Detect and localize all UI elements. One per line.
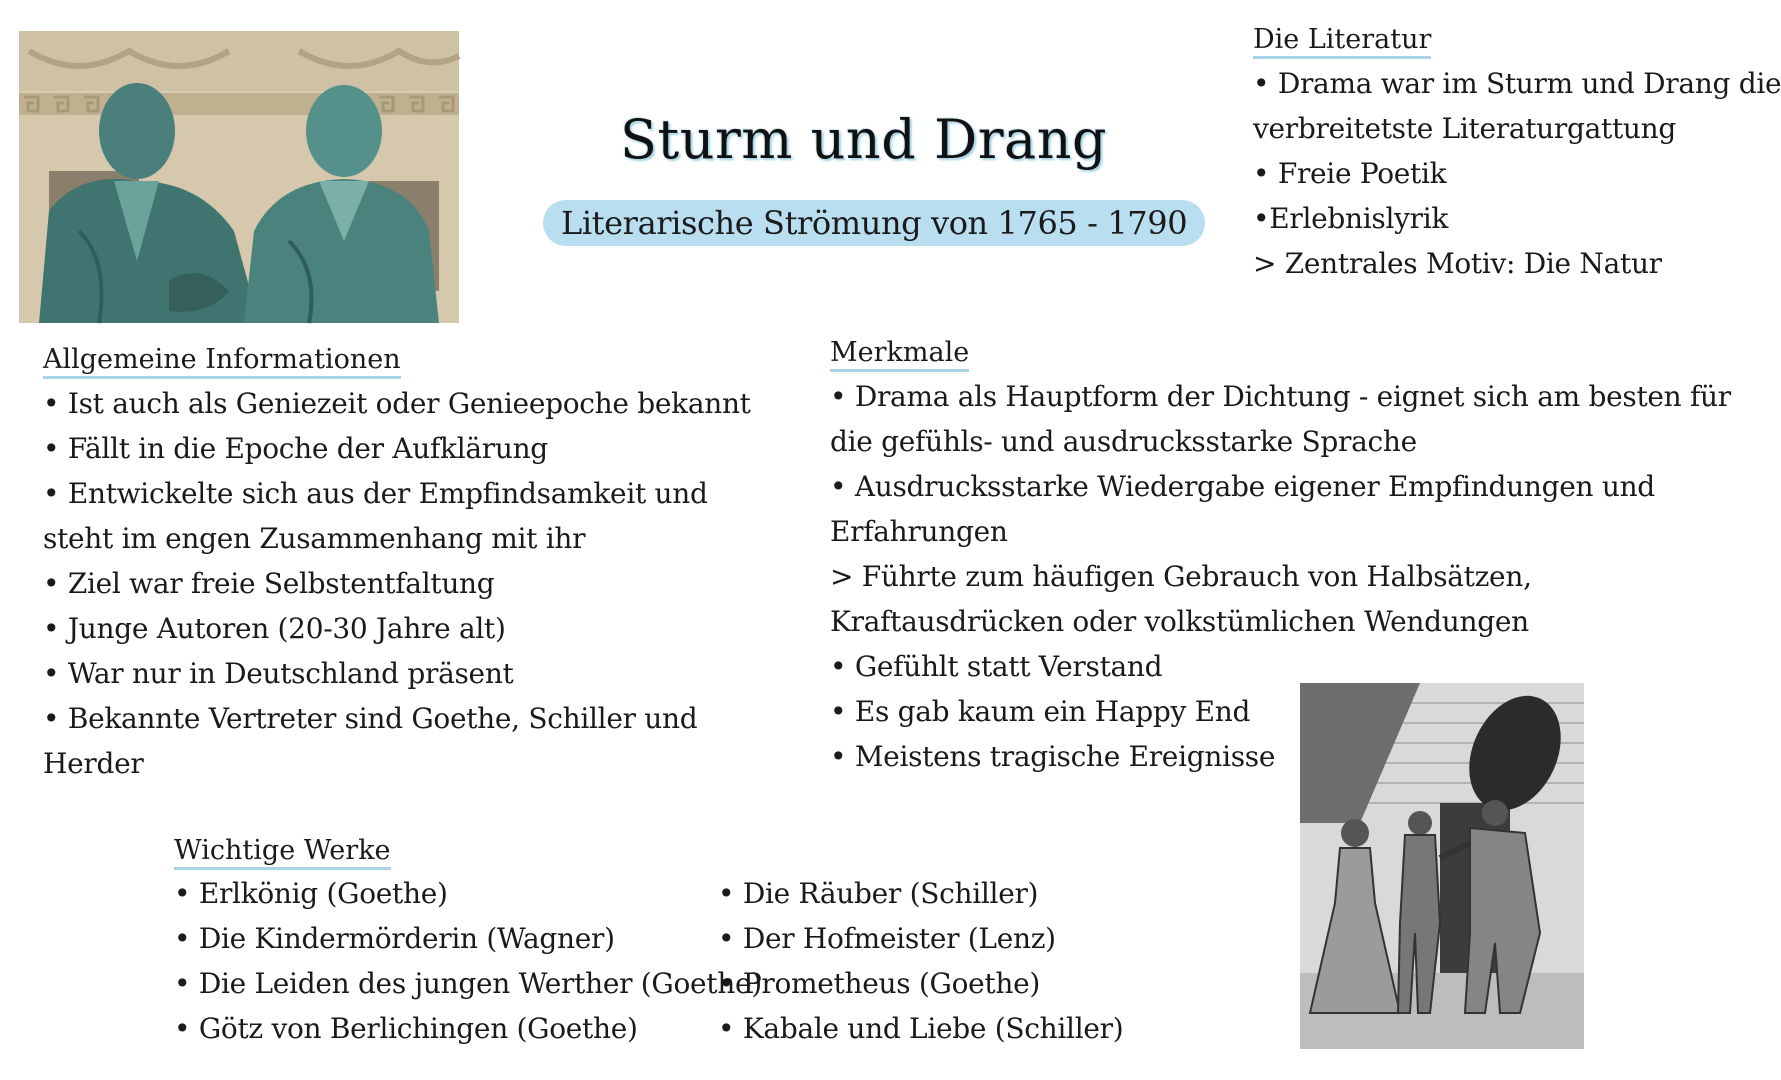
allgemein-line: • Ziel war freie Selbstentfaltung (43, 567, 495, 601)
merkmale-line: die gefühls- und ausdrucksstarke Sprache (830, 425, 1417, 459)
merkmale-line: • Gefühlt statt Verstand (830, 650, 1163, 684)
werke-left-list (174, 871, 762, 1051)
merkmale-line: • Ausdrucksstarke Wiedergabe eigener Empfindungen und (830, 470, 1655, 504)
merkmale-line: • Es gab kaum ein Happy End (830, 695, 1251, 729)
allgemein-line: • Ist auch als Geniezeit oder Genieepoche bekannt (43, 387, 751, 421)
subtitle: Literarische Strömung von 1765 - 1790 (561, 204, 1188, 242)
werke-item: • Die Leiden des jungen Werther (Goethe) (174, 967, 762, 1000)
werke-item: • Die Räuber (Schiller) (718, 877, 1039, 910)
allgemein-line: Herder (43, 747, 144, 781)
allgemein-line: steht im engen Zusammenhang mit ihr (43, 522, 586, 556)
subtitle-highlight (543, 200, 1205, 246)
werke-item: • Prometheus (Goethe) (718, 967, 1040, 1000)
statue-photo (19, 31, 459, 323)
werke-item: • Erlkönig (Goethe) (174, 877, 448, 910)
literatur-line: •Erlebnislyrik (1253, 202, 1449, 236)
werke-item: • Kabale und Liebe (Schiller) (718, 1012, 1124, 1045)
literatur-line: verbreitetste Literaturgattung (1253, 112, 1677, 146)
allgemein-line: • Fällt in die Epoche der Aufklärung (43, 432, 548, 466)
werke-item: • Götz von Berlichingen (Goethe) (174, 1012, 638, 1045)
section-merkmale (830, 337, 1731, 779)
merkmale-line: Kraftausdrücken oder volkstümlichen Wendungen (830, 605, 1529, 639)
merkmale-line: • Drama als Hauptform der Dichtung - eignet sich am besten für (830, 380, 1731, 414)
merkmale-heading: Merkmale (830, 337, 969, 372)
literatur-heading: Die Literatur (1253, 24, 1431, 59)
engraving-illustration (1300, 683, 1584, 1049)
allgemein-line: • War nur in Deutschland präsent (43, 657, 514, 691)
merkmale-line: > Führte zum häufigen Gebrauch von Halbsätzen, (830, 560, 1532, 594)
allgemein-line: • Junge Autoren (20-30 Jahre alt) (43, 612, 506, 646)
section-allgemein (43, 344, 751, 786)
werke-heading: Wichtige Werke (174, 835, 391, 870)
allgemein-line: • Entwickelte sich aus der Empfindsamkeit und (43, 477, 708, 511)
allgemein-line: • Bekannte Vertreter sind Goethe, Schiller und (43, 702, 698, 736)
literatur-line: • Freie Poetik (1253, 157, 1447, 191)
werke-item: • Der Hofmeister (Lenz) (718, 922, 1056, 955)
page-title: Sturm und Drang (620, 108, 1108, 171)
merkmale-line: • Meistens tragische Ereignisse (830, 740, 1276, 774)
section-werke (174, 835, 391, 870)
werke-item: • Die Kindermörderin (Wagner) (174, 922, 615, 955)
literatur-line: • Drama war im Sturm und Drang die (1253, 67, 1781, 101)
literatur-line: > Zentrales Motiv: Die Natur (1253, 247, 1662, 281)
werke-right-list (718, 871, 1123, 1051)
allgemein-heading: Allgemeine Informationen (43, 344, 401, 379)
section-literatur (1253, 24, 1781, 286)
merkmale-line: Erfahrungen (830, 515, 1008, 549)
